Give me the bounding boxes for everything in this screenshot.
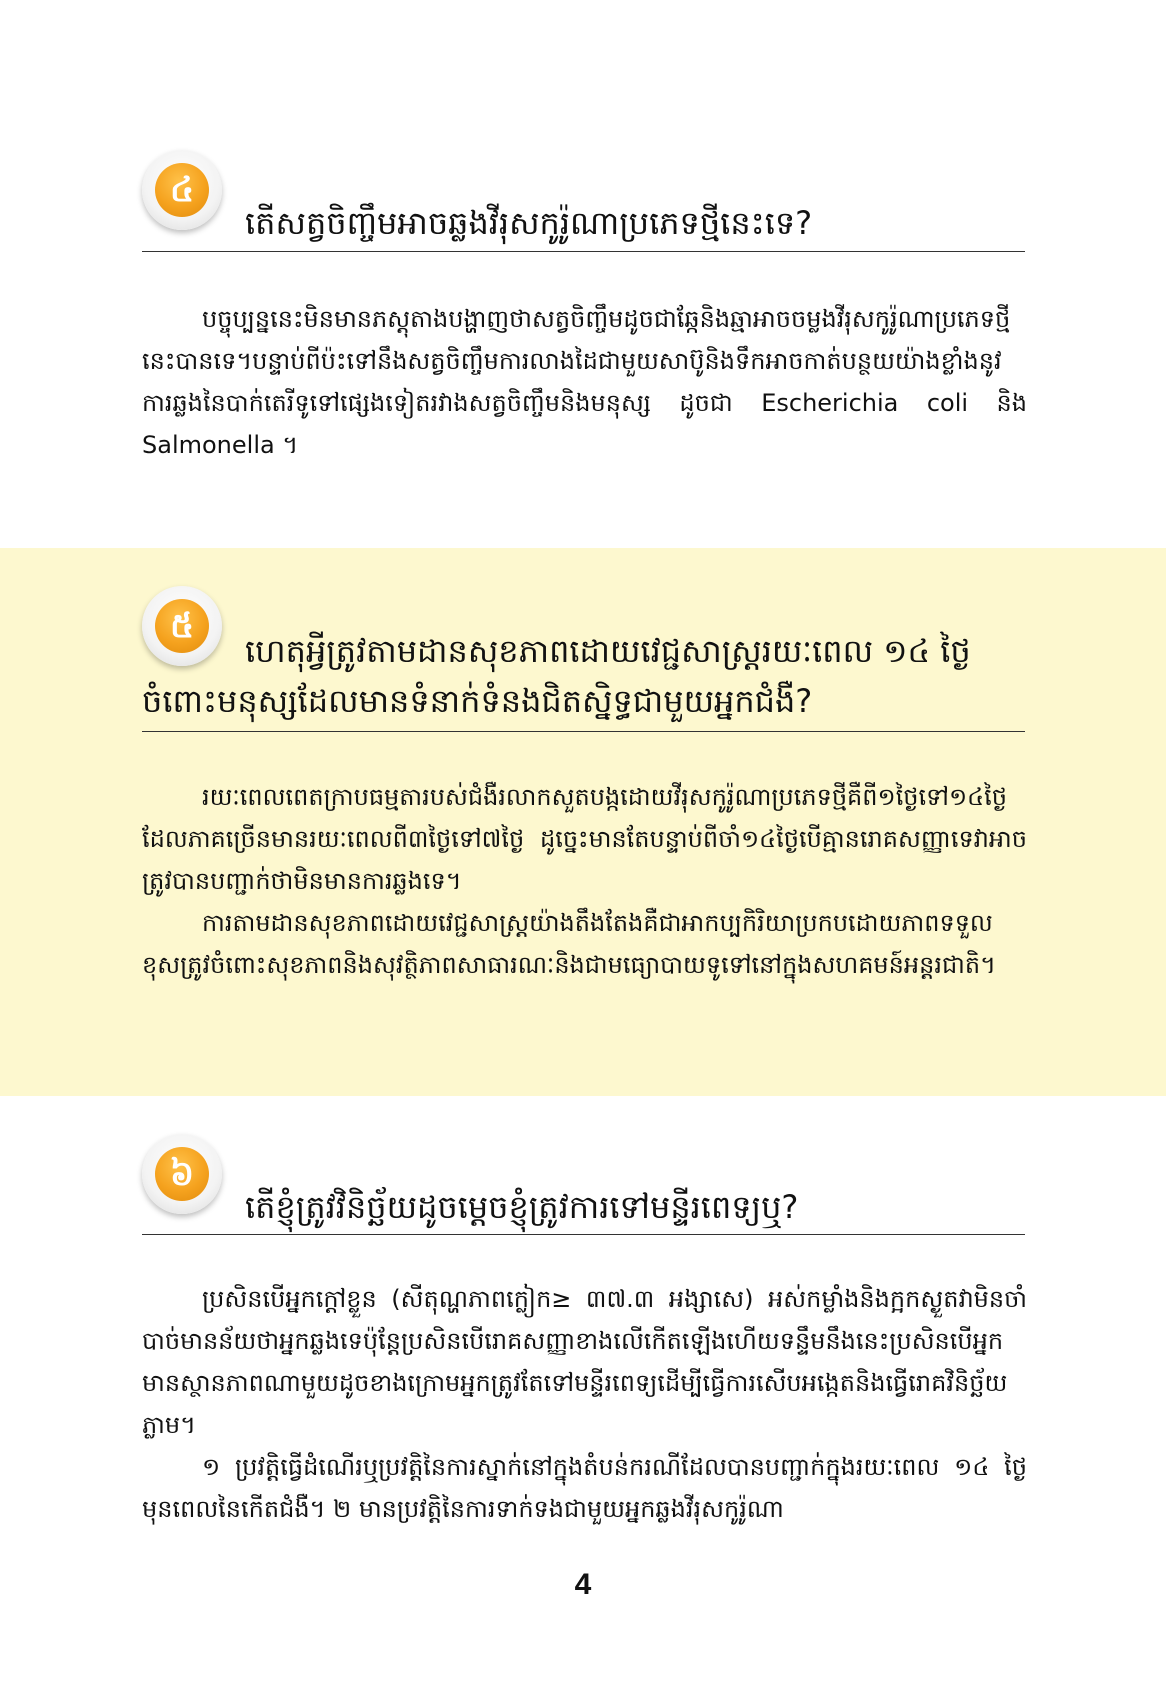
section-5 [0,548,1166,1096]
section-body [142,776,1027,986]
page-number: 4 [574,1568,592,1601]
paragraph: ១ ប្រវត្តិធ្វើដំណើរឬប្រវត្តិនៃការស្នាក់នៅក្នុងតំបន់ករណីដែលបានបញ្ជាក់ក្នុងរយៈពេល ១៤ ថ្ងៃមុនពេលនៃកើតជំងឺ។ ២ មានប្រវត្តិនៃការទាក់ទងជាមួយអ្នកឆ្លងវីរុសកូរ៉ូណា [142,1453,1027,1523]
section-heading: តើសត្វចិញ្ចឹមអាចឆ្លងវីរុសកូរ៉ូណាប្រភេទថ្មីនេះទេ? [245,204,813,242]
section-number: ៥ [155,599,209,653]
section-body [142,298,1027,466]
heading-divider [142,1234,1025,1235]
heading-divider [142,251,1025,252]
section-heading: តើខ្ញុំត្រូវវិនិច្ឆ័យដូចម្តេចខ្ញុំត្រូវការទៅមន្ទីរពេទ្យឬ? [245,1188,799,1226]
heading-divider [142,731,1025,732]
number-badge [142,1134,222,1214]
paragraph: ប្រសិនបើអ្នកក្តៅខ្លួន (សីតុណ្ហភាពក្លៀក≥ ៣៧.៣ អង្សាសេ) អស់កម្លាំងនិងក្អកស្ងួតវាមិនចាំបាច់មានន័យថាអ្នកឆ្លងទេប៉ុន្តែប្រសិនបើរោគសញ្ញាខាងលើកើតឡើងហើយទន្ទឹមនឹងនេះប្រសិនបើអ្នកមានស្ថានភាពណាមួយដូចខាងក្រោមអ្នកត្រូវតែទៅមន្ទីរពេទ្យដើម្បីធ្វើការសើបអង្កេតនិងធ្វើរោគវិនិច្ឆ័យភ្លាម។ [142,1285,1027,1439]
section-4 [0,0,1166,545]
paragraph: រយៈពេលពេតក្រាបធម្មតារបស់ជំងឺរលាកសួតបង្កដោយវីរុសកូរ៉ូណាប្រភេទថ្មីគឺពី១ថ្ងៃទៅ១៤ថ្ងៃដែលភាគច្រើនមានរយៈពេលពី៣ថ្ងៃទៅ៧ថ្ងៃ ដូច្នេះមានតែបន្ទាប់ពីចាំ១៤ថ្ងៃបើគ្មានរោគសញ្ញាទេវាអាចត្រូវបានបញ្ជាក់ថាមិនមានការឆ្លងទេ។ [142,783,1027,895]
paragraph: ការតាមដានសុខភាពដោយវេជ្ជសាស្ត្រយ៉ាងតឹងតែងគឺជាអាកប្បកិរិយាប្រកបដោយភាពទទួលខុសត្រូវចំពោះសុខភាពនិងសុវត្ថិភាពសាធារណៈនិងជាមធ្យោបាយទូទៅនៅក្នុងសហគមន៍អន្តរជាតិ។ [142,909,996,979]
section-body [142,1278,1027,1530]
section-number: ៤ [155,163,209,217]
section-6 [0,1096,1166,1556]
section-heading: ហេតុអ្វីត្រូវតាមដានសុខភាពដោយវេជ្ជសាស្ត្ររយៈពេល ១៤ ថ្ងៃ ចំពោះមនុស្សដែលមានទំនាក់ទំនងជិតស្និទ្ធជាមួយអ្នកជំងឺ? [142,632,971,720]
number-badge [142,150,222,230]
paragraph: បច្ចុប្បន្ននេះមិនមានភស្តុតាងបង្ហាញថាសត្វចិញ្ចឹមដូចជាឆ្កែនិងឆ្មាអាចចម្លងវីរុសកូរ៉ូណាប្រភេទថ្មីនេះបានទេ។បន្ទាប់ពីប៉ះទៅនឹងសត្វចិញ្ចឹមការលាងដៃជាមួយសាប៊ូនិងទឹកអាចកាត់បន្ថយយ៉ាងខ្លាំងនូវការឆ្លងនៃបាក់តេរីទូទៅផ្សេងទៀតរវាងសត្វចិញ្ចឹមនិងមនុស្ស ដូចជា Escherichia coli និង Salmonella ។ [142,305,1027,459]
section-number: ៦ [155,1147,209,1201]
